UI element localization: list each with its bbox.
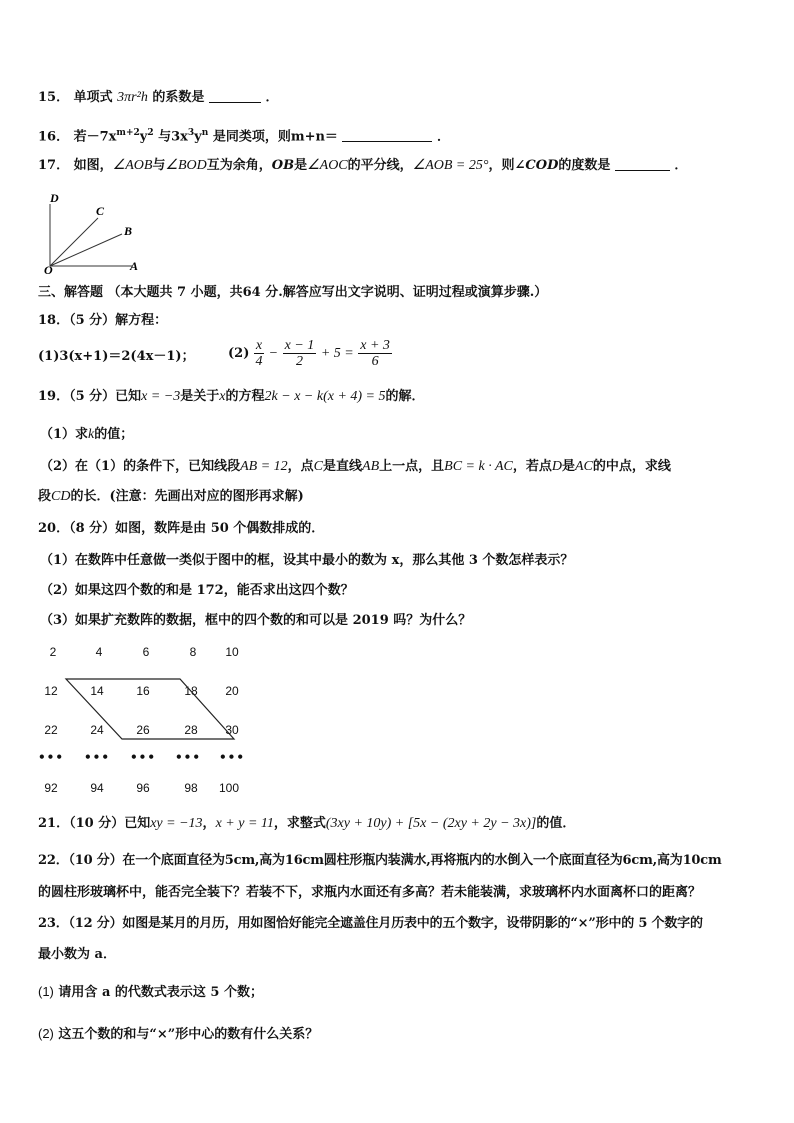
fraction: $\frac{x + 3}{6}$: [360, 338, 390, 369]
fraction: $\frac{x}{4}$: [255, 338, 263, 369]
question-17: 17． 如图，∠AOB与∠BOD互为余角，OB是∠AOC的平分线，∠AOB = 25°，则∠COD的度数是 ．: [38, 158, 688, 173]
ellipsis: •••: [129, 750, 156, 764]
question-22: 22．（10 分）在一个底面直径为5cm,高为16cm圆柱形瓶内装满水,再将瓶内的水倒入一个底面直径为6cm,高为10cm: [38, 853, 722, 868]
question-18: 18．（5 分）解方程：: [38, 313, 168, 328]
answer-blank: [615, 156, 670, 171]
grid-cell: 24: [90, 723, 104, 737]
question-21: 21．（10 分）已知xy = −13，x + y = 11，求整式(3xy + 10y) + [5x − (2xy + 2y − 3x)]的值．: [38, 816, 576, 831]
question-22-cont: 的圆柱形玻璃杯中，能否完全装下？若装不下，求瓶内水面还有多高？若未能装满，求玻璃杯内水面离杯口的距离？: [38, 885, 702, 900]
fraction: $\frac{x - 1}{2}$: [284, 338, 315, 369]
label-o: O: [44, 263, 53, 275]
grid-cell: 98: [184, 781, 198, 795]
question-20-part-2: （2）如果这四个数的和是 172，能否求出这四个数？: [40, 583, 354, 598]
question-15: 15． 单项式 3πr²h 的系数是 ．: [38, 90, 279, 105]
ellipsis: •••: [174, 750, 201, 764]
label-d: D: [50, 191, 59, 205]
grid-cell: 10: [225, 645, 239, 659]
grid-cell: 22: [44, 723, 58, 737]
label-c: C: [96, 204, 105, 218]
question-23-part-1: (1) 请用含 a 的代数式表示这 5 个数；: [38, 984, 263, 1000]
grid-cell: 20: [225, 684, 239, 698]
question-19: 19．（5 分）已知x = −3是关于x的方程2k − x − k(x + 4) = 5的解．: [38, 389, 425, 404]
grid-cell: 18: [184, 684, 198, 698]
question-23-part-2: (2) 这五个数的和与“×”形中心的数有什么关系？: [38, 1026, 319, 1042]
question-23: 23．（12 分）如图是某月的月历，用如图恰好能完全遮盖住月历表中的五个数字，设带阴影的“×”形中的 5 个数字的: [38, 916, 703, 931]
question-16: 16． 若$-7x^{m+2}y^2$ 与$3x^3y^n$ 是同类项，则m+n＝ ．: [38, 128, 450, 145]
answer-blank: [342, 127, 432, 142]
grid-cell: 26: [136, 723, 150, 737]
ellipsis: •••: [218, 750, 245, 764]
section-heading: 三、解答题 （本大题共 7 小题，共64 分.解答应写出文字说明、证明过程或演算步骤.）: [38, 285, 548, 300]
grid-cell: 8: [189, 645, 197, 659]
label-a: A: [130, 259, 139, 273]
grid-cell: 96: [136, 781, 150, 795]
question-23-cont: 最小数为 a．: [38, 947, 116, 962]
question-20-part-1: （1）在数阵中任意做一类似于图中的框，设其中最小的数为 x，那么其他 3 个数怎样表示？: [40, 553, 574, 568]
grid-cell: 14: [90, 684, 104, 698]
equation-1: (1)3(x+1)＝2(4x－1)；: [38, 349, 195, 364]
grid-cell: 100: [218, 781, 240, 795]
grid-cell: 94: [90, 781, 104, 795]
question-19-part-1: （1）求k的值；: [40, 427, 134, 442]
grid-cell: 16: [136, 684, 150, 698]
question-20: 20．（8 分）如图，数阵是由 50 个偶数排成的．: [38, 521, 325, 536]
ellipsis: •••: [83, 750, 110, 764]
ellipsis: •••: [37, 750, 64, 764]
equation-2: (2) $\frac{x}{4}$ − $\frac{x - 1}{2}$ + 5 = $\frac{x + 3}{6}$: [228, 338, 390, 369]
grid-cell: 30: [225, 723, 239, 737]
grid-cell: 92: [44, 781, 58, 795]
grid-cell: 4: [95, 645, 103, 659]
grid-cell: 12: [44, 684, 58, 698]
grid-cell: 28: [184, 723, 198, 737]
parallelogram-frame: [0, 0, 260, 760]
grid-cell: 6: [142, 645, 150, 659]
question-19-part-2: （2）在（1）的条件下，已知线段AB = 12，点C是直线AB上一点，且BC = k · AC，若点D是AC的中点，求线: [40, 459, 671, 474]
question-20-part-3: （3）如果扩充数阵的数据，框中的四个数的和可以是 2019 吗？为什么？: [40, 613, 472, 628]
grid-cell: 2: [49, 645, 57, 659]
question-19-part-2-cont: 段CD的长．(注意：先画出对应的图形再求解): [38, 489, 304, 504]
label-b: B: [124, 224, 133, 238]
